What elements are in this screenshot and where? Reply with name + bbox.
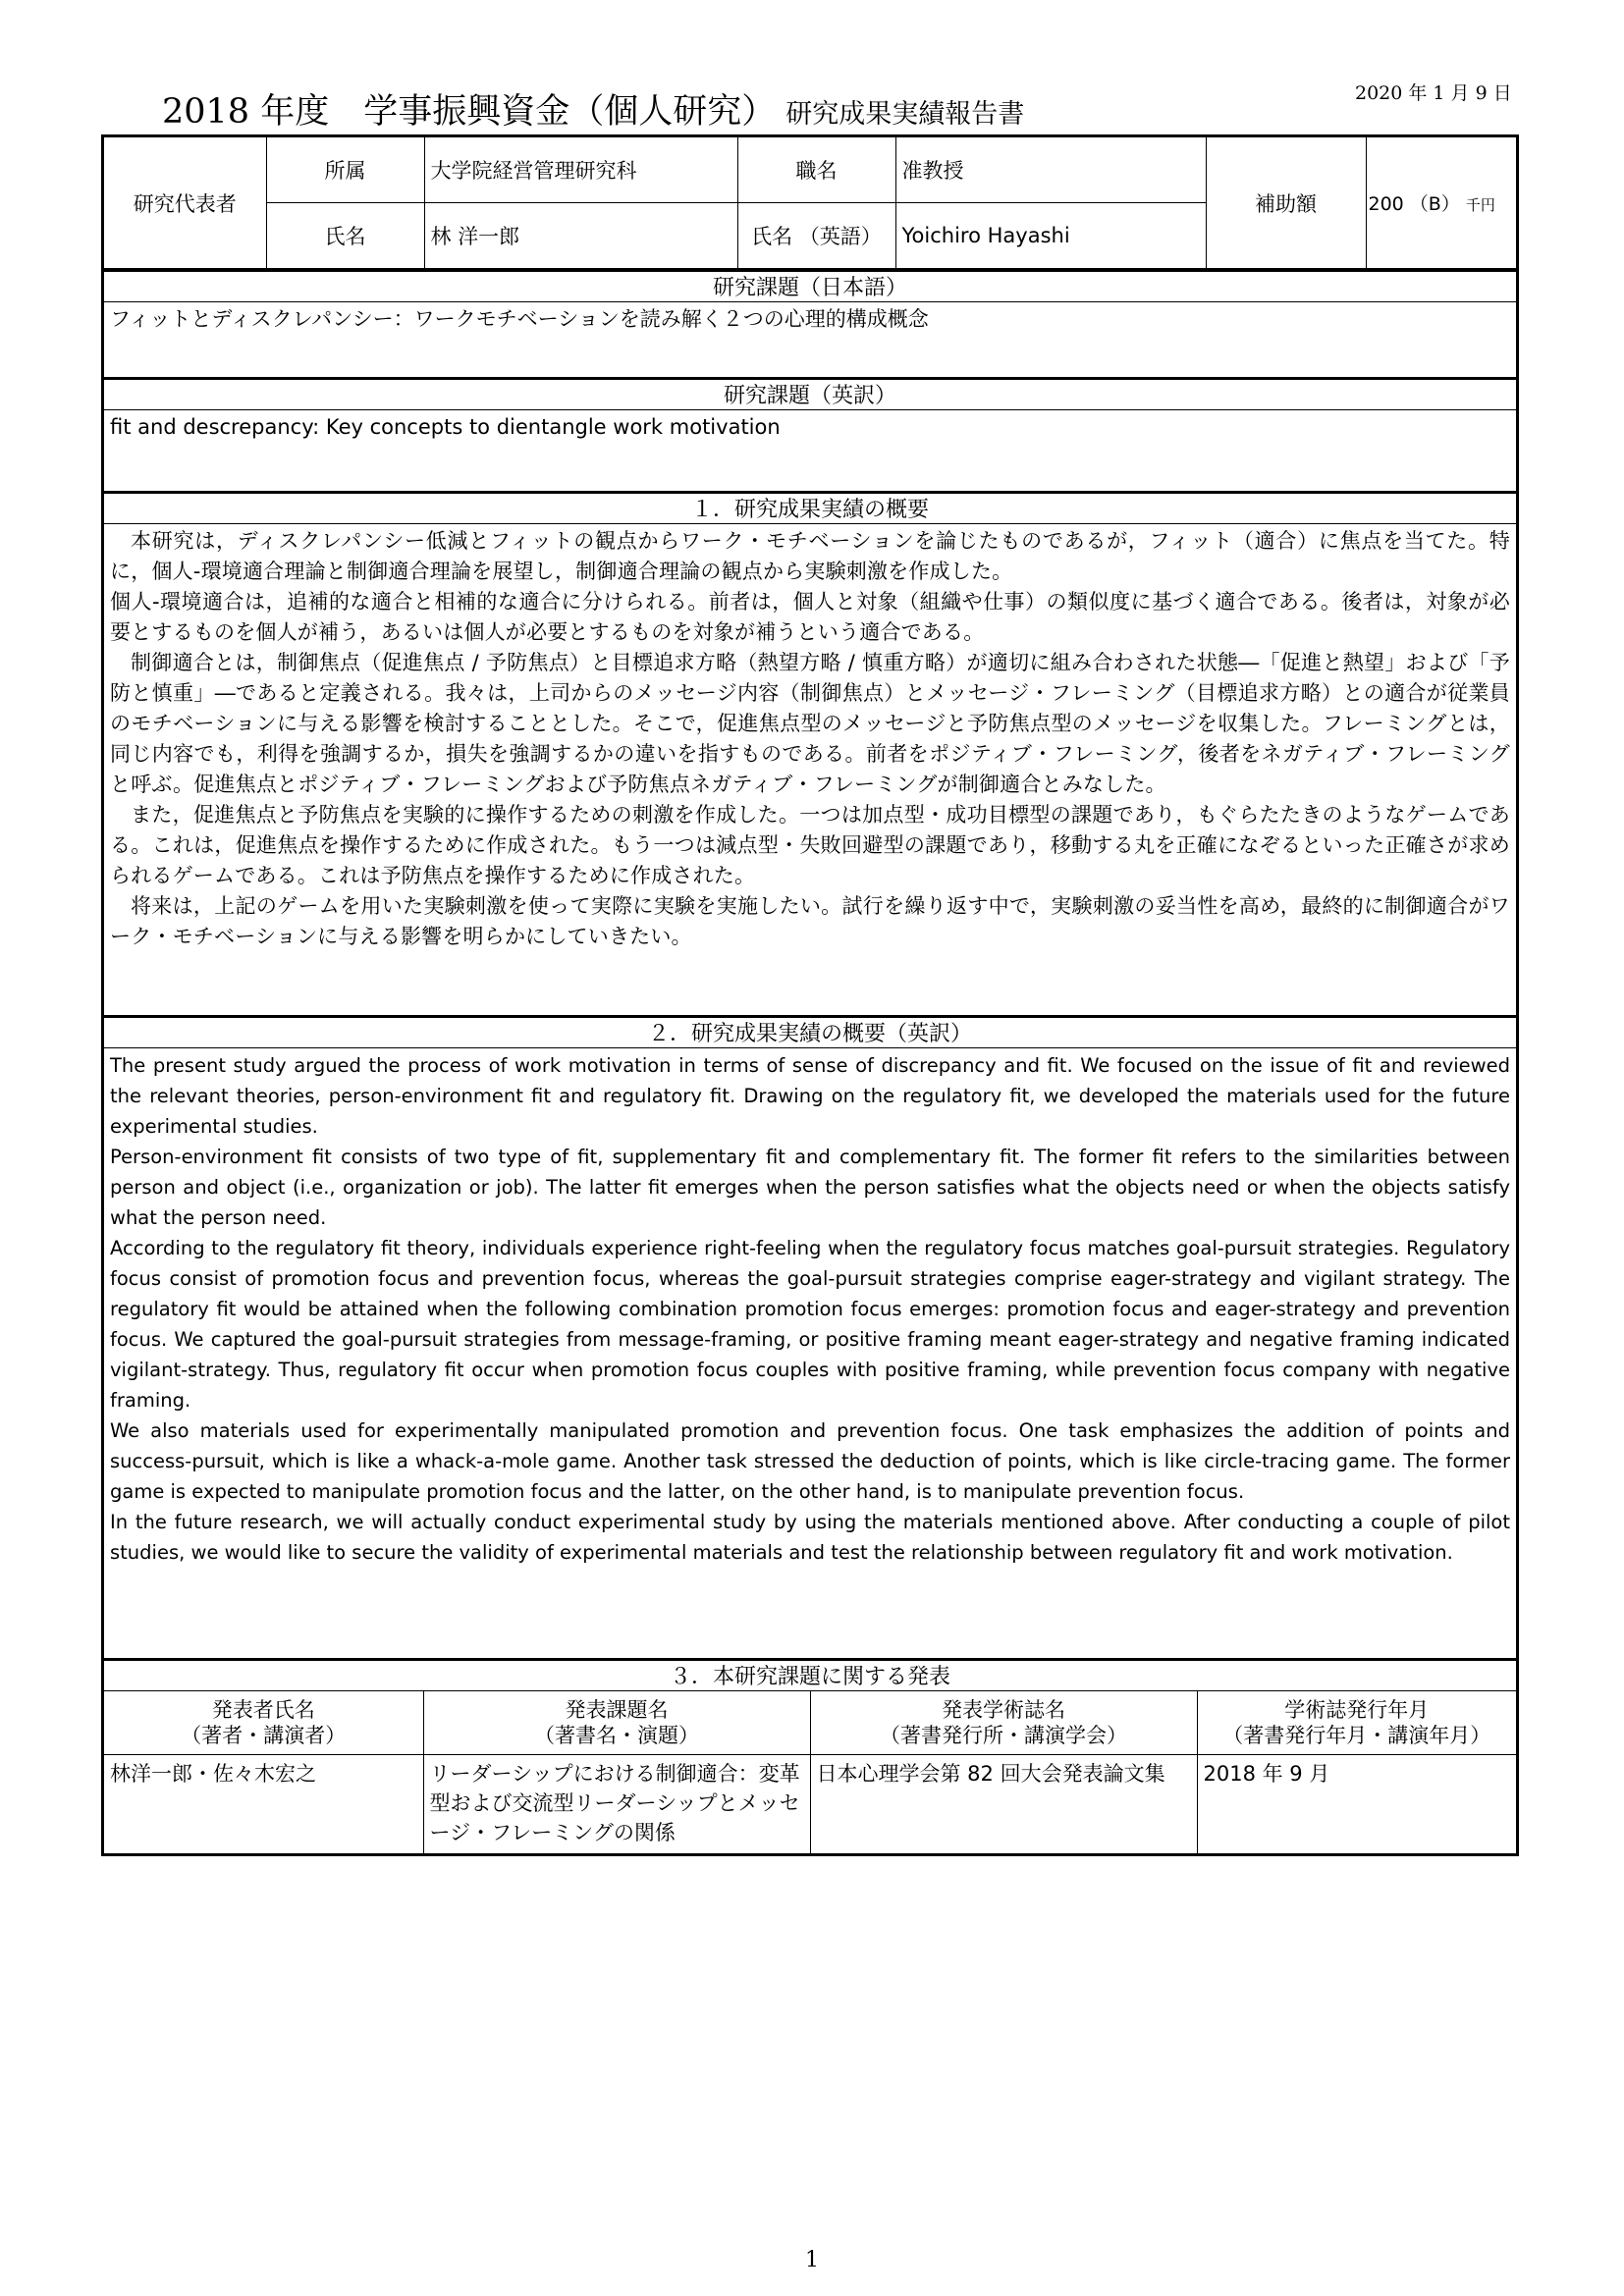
page-title xyxy=(162,84,1024,133)
title-sub: 研究成果実績報告書 xyxy=(785,99,1025,130)
table-row xyxy=(104,1755,1516,1854)
topic-en-value: fit and descrepancy: Key concepts to dientangle work motivation xyxy=(110,415,781,439)
title-main: 2018 年度 学事振興資金（個人研究） xyxy=(162,92,777,132)
position-label: 職名 xyxy=(737,137,895,203)
summary-jp-paragraph: 本研究は，ディスクレパンシー低減とフィットの観点からワーク・モチベーションを論じたものであるが，フィット（適合）に焦点を当てた。特に，個人-環境適合理論と制御適合理論を展望し，制御適合理論の観点から実験刺激を作成した。 xyxy=(110,529,1510,583)
summary-en-body xyxy=(104,1048,1516,1658)
col-date: 学術誌発行年月 （著書発行年月・講演年月） xyxy=(1197,1691,1516,1755)
pub-title: リーダーシップにおける制御適合：変革型および交流型リーダーシップとメッセージ・フレーミングの関係 xyxy=(423,1755,810,1854)
topic-jp-label: 研究課題（日本語） xyxy=(104,269,1516,302)
affiliation-value: 大学院経営管理研究科 xyxy=(424,137,737,203)
affiliation-label: 所属 xyxy=(266,137,424,203)
col-presenter: 発表者氏名 （著者・講演者） xyxy=(104,1691,423,1755)
summary-jp-paragraph: 個人-環境適合は，追補的な適合と相補的な適合に分けられる。前者は，個人と対象（組織や仕事）の類似度に基づく適合である。後者は，対象が必要とするものを個人が補う，あるいは個人が必要とするものを対象が補うという適合である。 xyxy=(110,590,1510,644)
representative-label: 研究代表者 xyxy=(104,137,266,269)
summary-jp-paragraph: 将来は，上記のゲームを用いた実験刺激を使って実際に実験を実施したい。試行を繰り返す中で，実験刺激の妥当性を高め，最終的に制御適合がワーク・モチベーションに与える影響を明らかにしていきたい。 xyxy=(110,894,1510,948)
summary-en-paragraph: In the future research, we will actually conduct experimental study by using the materials mentioned above. After conducting a couple of pilot studies, we would like to secure the validity of experimental materials and test the relationship between regulatory fit and work motivation. xyxy=(110,1511,1510,1564)
name-en-value: Yoichiro Hayashi xyxy=(895,203,1206,269)
name-value: 林 洋一郎 xyxy=(424,203,737,269)
pub-journal: 日本心理学会第 82 回大会発表論文集 xyxy=(810,1755,1197,1854)
page-number: 1 xyxy=(805,2248,819,2272)
pub-presenter: 林洋一郎・佐々木宏之 xyxy=(104,1755,423,1854)
name-en-label: 氏名 （英語） xyxy=(737,203,895,269)
summary-en-paragraph: The present study argued the process of work motivation in terms of sense of discrepancy and fit. We focused on the issue of fit and reviewed the relevant theories, person-environment fit and regulatory fit. Drawing on the regulatory fit, we developed the materials used for the future experimental studies. xyxy=(110,1054,1510,1138)
pub-date: 2018 年 9 月 xyxy=(1197,1755,1516,1854)
publications-table xyxy=(104,1691,1516,1853)
grant-value: 200 （B） xyxy=(1368,193,1460,215)
summary-en-paragraph: According to the regulatory fit theory, individuals experience right-feeling when the regulatory focus matches goal-pursuit strategies. Regulatory focus consist of promotion focus and prevention focus, whereas the goal-pursuit strategies comprise eager-strategy and vigilant strategy. The regulatory fit would be attained when the following combination promotion focus emerges: promotion focus and eager-strategy and prevention focus. We captured the goal-pursuit strategies from message-framing, or positive framing meant eager-strategy and negative framing indicated vigilant-strategy. Thus, regulatory fit occur when promotion focus couples with positive framing, while prevention focus company with negative framing. xyxy=(110,1237,1510,1412)
grant-unit: 千円 xyxy=(1465,196,1495,214)
name-label: 氏名 xyxy=(266,203,424,269)
summary-en-paragraph: We also materials used for experimentally manipulated promotion and prevention focus. One task emphasizes the addition of points and success-pursuit, which is like a whack-a-mole game. Another task stressed the deduction of points, which is like circle-tracing game. The former game is expected to manipulate promotion focus and the latter, on the other hand, is to manipulate prevention focus. xyxy=(110,1419,1510,1503)
col-title: 発表課題名 （著書名・演題） xyxy=(423,1691,810,1755)
report-form xyxy=(101,134,1519,1856)
topic-en-label: 研究課題（英訳） xyxy=(104,377,1516,410)
topic-jp-value: フィットとディスクレパンシー：ワークモチベーションを読み解く２つの心理的構成概念 xyxy=(110,307,929,331)
publications-label: ３．本研究課題に関する発表 xyxy=(104,1658,1516,1691)
col-journal: 発表学術誌名 （著書発行所・講演学会） xyxy=(810,1691,1197,1755)
position-value: 准教授 xyxy=(895,137,1206,203)
summary-en-label: ２．研究成果実績の概要（英訳） xyxy=(104,1015,1516,1048)
summary-jp-paragraph: 制御適合とは，制御焦点（促進焦点 / 予防焦点）と目標追求方略（熱望方略 / 慎重方略）が適切に組み合わされた状態―「促進と熱望」および「予防と慎重」―であると定義される。我々は，上司からのメッセージ内容（制御焦点）とメッセージ・フレーミング（目標追求方略）との適合が従業員のモチベーションに与える影響を検討することとした。そこで，促進焦点型のメッセージと予防焦点型のメッセージを収集した。フレーミングとは，同じ内容でも，利得を強調するか，損失を強調するかの違いを指すものである。前者をポジティブ・フレーミング，後者をネガティブ・フレーミングと呼ぶ。促進焦点とポジティブ・フレーミングおよび予防焦点ネガティブ・フレーミングが制御適合とみなした。 xyxy=(110,651,1510,796)
summary-jp-paragraph: また，促進焦点と予防焦点を実験的に操作するための刺激を作成した。一つは加点型・成功目標型の課題であり，もぐらたたきのようなゲームである。これは，促進焦点を操作するために作成された。もう一つは減点型・失敗回避型の課題であり，移動する丸を正確になぞるといった正確さが求められるゲームである。これは予防焦点を操作するために作成された。 xyxy=(110,803,1510,887)
header-table xyxy=(104,137,1516,269)
report-date: 2020 年 1 月 9 日 xyxy=(1355,82,1512,104)
grant-label: 補助額 xyxy=(1206,137,1366,269)
summary-jp-body xyxy=(104,524,1516,1015)
summary-en-paragraph: Person-environment fit consists of two type of fit, supplementary fit and complementary fit. The former fit refers to the similarities between person and object (i.e., organization or job). The latter fit emerges when the person satisfies what the objects need or when the objects satisfy what the person need. xyxy=(110,1146,1510,1229)
summary-jp-label: １．研究成果実績の概要 xyxy=(104,491,1516,524)
grant-amount xyxy=(1366,137,1516,269)
